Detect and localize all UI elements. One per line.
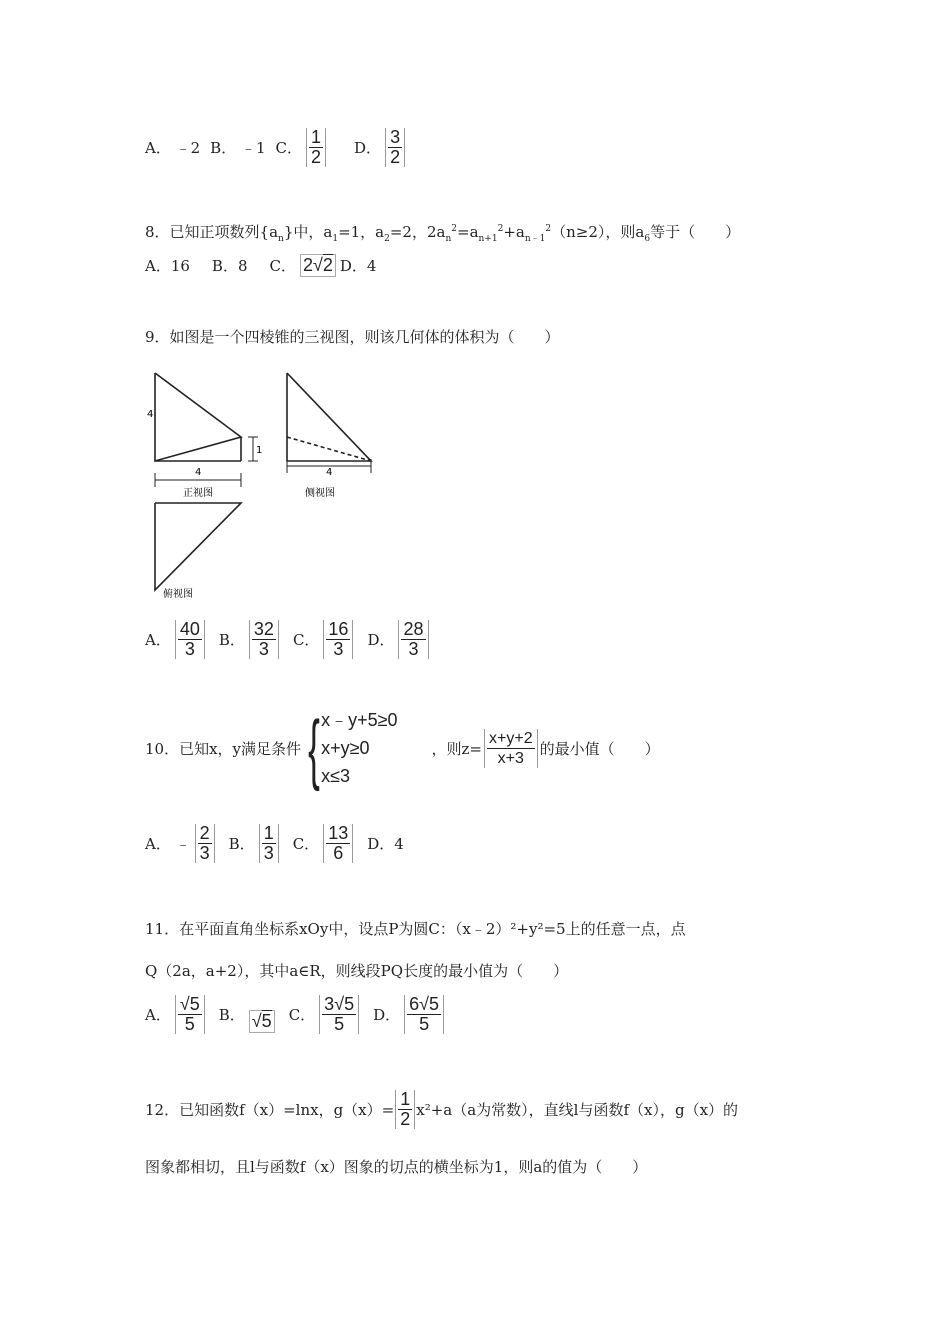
q8-stem: 8．已知正项数列$\{a_n\}$中，$a_1=1$，$a_2=2$，$2a_n^2=a_{n+1}^2+a_{n﹣1}^2(n\ge 2)$，则$a_6$等于（ ）: [145, 223, 741, 244]
fraction: $\frac{40}{3}$: [175, 620, 205, 659]
q12-stem-line1: 12．已知函数f（x）=lnx，g（x）= $\frac{1}{2}$ x²+a（a为常数），直线l与函数f（x），g（x）的: [145, 1089, 739, 1129]
front-width-label: 4: [195, 467, 202, 478]
q11-option-b: B． √5: [219, 996, 279, 1033]
q11-options: [145, 995, 458, 1034]
q8-options: [145, 254, 386, 277]
objective-fraction: $\frac{x+y+2}{x+3}$: [484, 729, 538, 768]
q7-option-a: A． ﹣2: [145, 139, 201, 157]
constraint-3: x≤3: [321, 766, 350, 786]
q8-option-c: C． 2√2: [270, 254, 340, 277]
q9-options: [145, 620, 443, 659]
front-height-small-label: 1: [256, 445, 263, 456]
side-view-caption: 侧视图: [305, 488, 335, 499]
front-view: [155, 373, 258, 487]
top-view: [155, 503, 241, 590]
q11-stem-line2: Q（2a，a+2），其中a∈R，则线段PQ长度的最小值为（ ）: [145, 962, 569, 980]
q9-stem: 9．如图是一个四棱锥的三视图，则该几何体的体积为（ ）: [145, 328, 560, 346]
q11-option-c: C． $\frac{3√5}{5}$: [289, 995, 363, 1034]
q7-option-c: C． $\frac{1}{2}$: [276, 128, 331, 167]
q8-option-a: A．16: [145, 257, 190, 275]
fraction: $\frac{3√5}{5}$: [319, 995, 359, 1034]
constraint-system: [301, 706, 397, 790]
sqrt-expression: √5: [249, 1010, 275, 1033]
q12-stem-line2: 图象都相切，且l与函数f（x）图象的切点的横坐标为1，则a的值为（ ）: [145, 1158, 648, 1176]
front-view-caption: 正视图: [183, 488, 213, 499]
constraint-2: x+y≥0: [321, 738, 370, 758]
front-height-label: 4: [147, 409, 154, 420]
top-view-caption: 俯视图: [163, 589, 193, 600]
fraction: $\frac{3}{2}$: [385, 128, 405, 167]
q11-stem-line1: 11．在平面直角坐标系xOy中，设点P为圆C：（x﹣2）²+y²=5上的任意一点，点: [145, 920, 686, 938]
fraction: $\frac{16}{3}$: [323, 620, 353, 659]
q7-option-b: B． ﹣1: [210, 139, 266, 157]
fraction: $\frac{√5}{5}$: [175, 995, 205, 1034]
q7-options: [145, 128, 419, 167]
constraint-1: x﹣y+5≥0: [321, 710, 398, 730]
q10-stem: 10．已知x，y满足条件 { x﹣y+5≥0 x+y≥0 x≤3 ，则z= $\frac{x+y+2}{x+3}$ 的最小值（ ）: [145, 704, 660, 792]
sqrt-expression: 2√2: [300, 254, 336, 277]
q8-option-b: B．8: [211, 257, 248, 275]
fraction: $\frac{1}{3}$: [259, 824, 279, 863]
fraction: $\frac{6√5}{5}$: [404, 995, 444, 1034]
fraction: $\frac{13}{6}$: [323, 824, 353, 863]
side-view: [287, 373, 371, 473]
q9-option-c: C． $\frac{16}{3}$: [293, 620, 358, 659]
q10-option-a: A． ﹣ $\frac{2}{3}$: [145, 824, 219, 863]
three-view-diagram: [143, 365, 373, 605]
q10-option-c: C． $\frac{13}{6}$: [293, 824, 358, 863]
q9-option-b: B． $\frac{32}{3}$: [219, 620, 283, 659]
side-width-label: 4: [326, 467, 333, 478]
fraction: $\frac{32}{3}$: [249, 620, 279, 659]
q11-option-d: D． $\frac{6√5}{5}$: [373, 995, 448, 1034]
fraction: $\frac{28}{3}$: [398, 620, 428, 659]
q10-option-b: B． $\frac{1}{3}$: [229, 824, 283, 863]
fraction: $\frac{2}{3}$: [195, 824, 215, 863]
three-view-figure: [143, 365, 373, 605]
q11-option-a: A． $\frac{√5}{5}$: [145, 995, 209, 1034]
q9-option-a: A． $\frac{40}{3}$: [145, 620, 209, 659]
q10-option-d: D．4: [367, 835, 404, 853]
q9-option-d: D． $\frac{28}{3}$: [367, 620, 432, 659]
fraction: $\frac{1}{2}$: [306, 128, 326, 167]
q8-option-d: D．4: [339, 257, 377, 275]
left-brace: {: [308, 704, 320, 792]
q10-options: [145, 824, 414, 863]
q7-option-d: D． $\frac{3}{2}$: [354, 128, 409, 167]
fraction: $\frac{1}{2}$: [395, 1090, 415, 1129]
